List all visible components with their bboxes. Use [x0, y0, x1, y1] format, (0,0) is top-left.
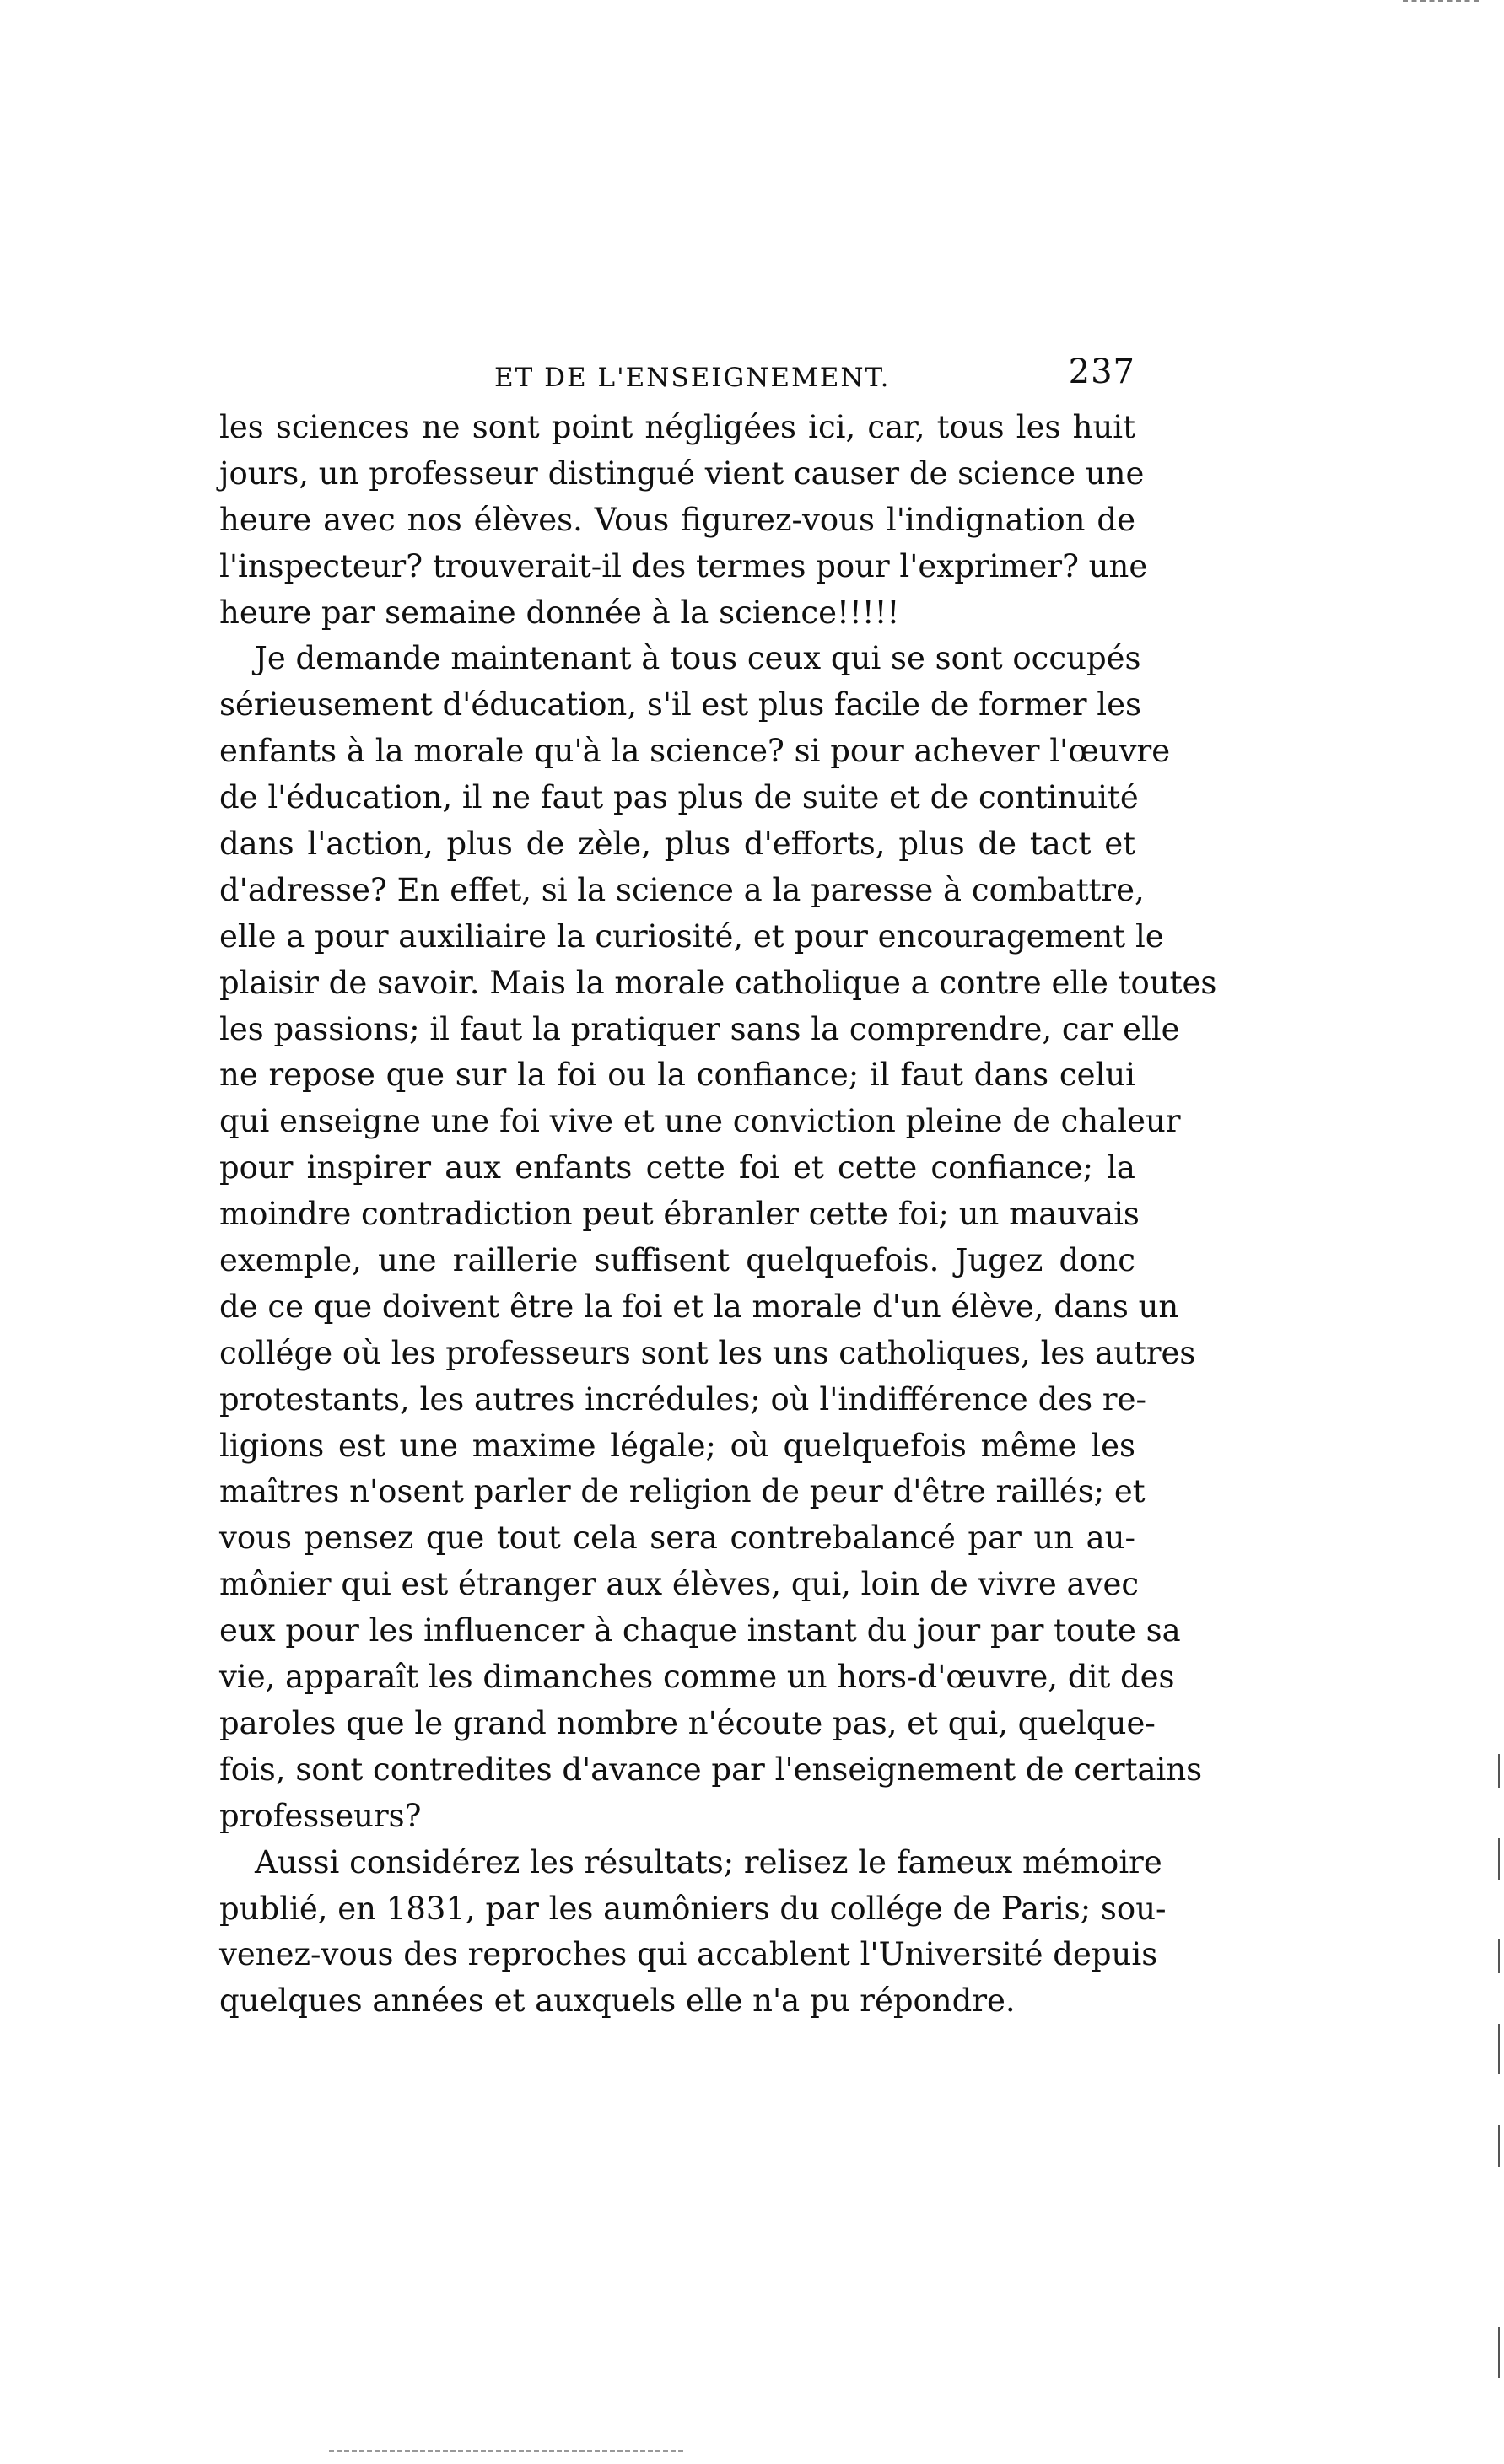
- scan-edge-line: [1498, 2327, 1500, 2378]
- page-body: [219, 405, 1217, 2025]
- page-number: 237: [1068, 352, 1135, 391]
- text-line: de ce que doivent être la foi et la morale d'un élève, dans un: [219, 1288, 1179, 1325]
- text-line: exemple, une raillerie suffisent quelquefois. Jugez donc: [219, 1242, 1135, 1279]
- text-line: Je demande maintenant à tous ceux qui se sont occupés: [255, 640, 1141, 677]
- text-line: ligions est une maxime légale; où quelquefois même les: [219, 1427, 1135, 1464]
- text-line: l'inspecteur? trouverait-il des termes pour l'exprimer? une: [219, 547, 1148, 584]
- text-line: jours, un professeur distingué vient causer de science une: [219, 455, 1145, 492]
- text-line: mônier qui est étranger aux élèves, qui, loin de vivre avec: [219, 1566, 1140, 1603]
- text-line: eux pour les influencer à chaque instant du jour par toute sa: [219, 1612, 1181, 1649]
- text-line: venez-vous des reproches qui accablent l'Université depuis: [219, 1936, 1158, 1973]
- text-line: heure par semaine donnée à la science!!!!!: [219, 594, 900, 631]
- running-title: ET DE L'ENSEIGNEMENT.: [494, 363, 891, 393]
- text-line: collége où les professeurs sont les uns catholiques, les autres: [219, 1334, 1196, 1371]
- text-line: moindre contradiction peut ébranler cette foi; un mauvais: [219, 1196, 1140, 1233]
- text-line: paroles que le grand nombre n'écoute pas, et qui, quelque-: [219, 1704, 1156, 1741]
- text-line: vie, apparaît les dimanches comme un hors-d'œuvre, dit des: [219, 1659, 1175, 1696]
- scan-edge-line: [1498, 1939, 1500, 1973]
- text-line: protestants, les autres incrédules; où l'indifférence des re-: [219, 1380, 1146, 1418]
- scan-edge-line: [1498, 1838, 1500, 1880]
- text-line: professeurs?: [219, 1797, 422, 1834]
- text-line: de l'éducation, il ne faut pas plus de suite et de continuité: [219, 779, 1139, 816]
- text-line: heure avec nos élèves. Vous figurez-vous l'indignation de: [219, 501, 1135, 538]
- running-header: [494, 352, 1135, 403]
- text-line: fois, sont contredites d'avance par l'enseignement de certains: [219, 1751, 1203, 1788]
- text-line: elle a pour auxiliaire la curiosité, et pour encouragement le: [219, 917, 1164, 955]
- scan-edge-line: [1498, 2125, 1500, 2167]
- text-line: les sciences ne sont point négligées ici, car, tous les huit: [219, 409, 1135, 445]
- scan-edge-mark: [329, 2450, 683, 2455]
- scan-edge-mark: [1403, 0, 1479, 5]
- text-line: pour inspirer aux enfants cette foi et cette confiance; la: [219, 1149, 1135, 1186]
- text-line: qui enseigne une foi vive et une conviction pleine de chaleur: [219, 1103, 1181, 1140]
- text-line: maîtres n'osent parler de religion de peur d'être raillés; et: [219, 1473, 1146, 1510]
- text-line: dans l'action, plus de zèle, plus d'efforts, plus de tact et: [219, 826, 1135, 863]
- text-line: d'adresse? En effet, si la science a la paresse à combattre,: [219, 871, 1145, 908]
- text-line: publié, en 1831, par les aumôniers du collége de Paris; sou-: [219, 1890, 1167, 1927]
- text-line: Aussi considérez les résultats; relisez le fameux mémoire: [255, 1843, 1162, 1880]
- text-line: plaisir de savoir. Mais la morale catholique a contre elle toutes: [219, 964, 1217, 1001]
- scan-edge-line: [1498, 2024, 1500, 2074]
- scan-edge-line: [1498, 1754, 1500, 1788]
- text-line: sérieusement d'éducation, s'il est plus facile de former les: [219, 686, 1141, 724]
- text-line: ne repose que sur la foi ou la confiance; il faut dans celui: [219, 1057, 1135, 1094]
- text-line: enfants à la morale qu'à la science? si pour achever l'œuvre: [219, 733, 1171, 770]
- text-line: quelques années et auxquels elle n'a pu répondre.: [219, 1982, 1016, 2020]
- text-line: vous pensez que tout cela sera contrebalancé par un au-: [219, 1520, 1135, 1557]
- text-line: les passions; il faut la pratiquer sans la comprendre, car elle: [219, 1010, 1180, 1047]
